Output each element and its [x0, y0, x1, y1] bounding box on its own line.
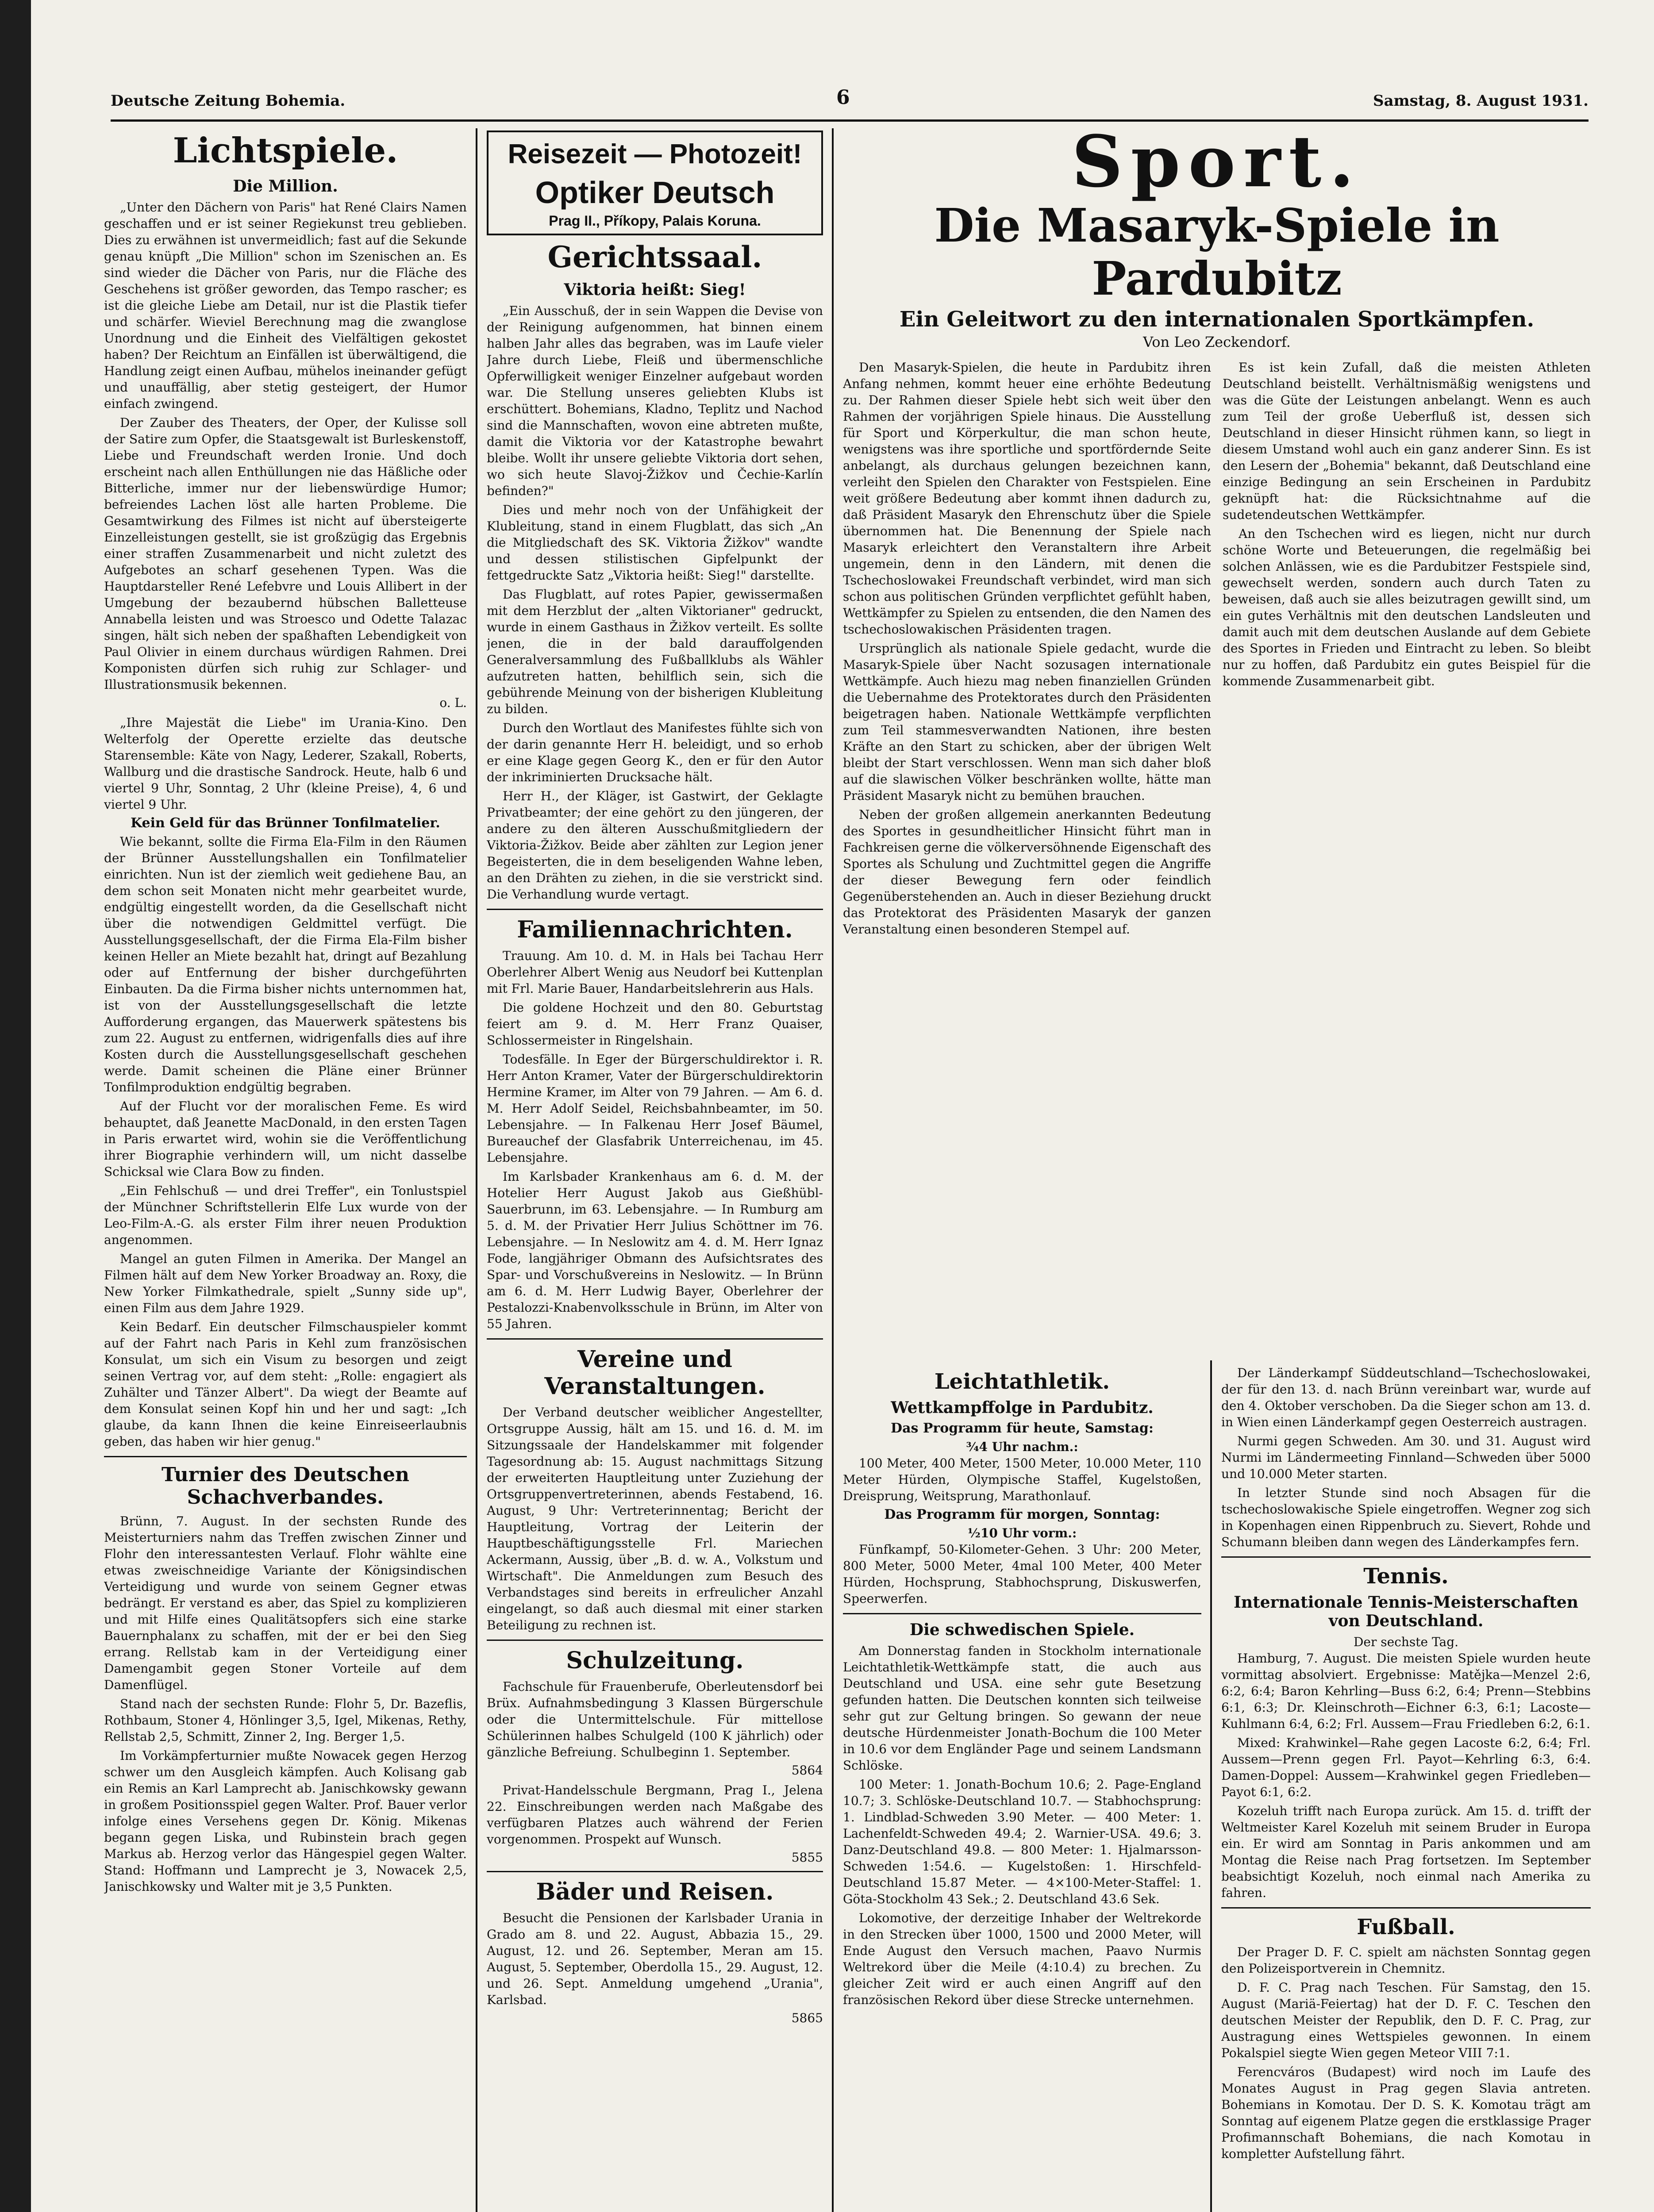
article-paragraph: Der Prager D. F. C. spielt am nächsten Sonntag gegen den Polizeisportverein in Chemnitz. — [1221, 1945, 1591, 1976]
ad-code: 5855 — [791, 1850, 823, 1865]
section-title-baeder: Bäder und Reisen. — [536, 1878, 774, 1905]
section-rule — [487, 1640, 823, 1641]
article-paragraph: Mangel an guten Filmen in Amerika. Der Mangel an Filmen hält auf dem New Yorker Broadway an. Roxy, die New Yorker Filmkathedrale, spielt „Sunny side up", einen Film aus dem Jahre 1929. — [104, 1252, 467, 1315]
article-paragraph: Hamburg, 7. August. Die meisten Spiele wurden heute vormittag absolviert. Ergebnisse: Matějka—Menzel 2:6, 6:2, 6:4; Baron Kehrling—Buss 6:2, 6:4; Prenn—Stebbins 6:1, 6:3; Dr. Kleinschroth—Eichner 6:3, 6:1; Lacoste—Kuhlmann 6:4, 6:2; Frl. Aussem—Frau Friedleben 6:2, 6:1. — [1221, 1651, 1591, 1731]
article-paragraph: Die goldene Hochzeit und den 80. Geburtstag feiert am 9. d. M. Herr Franz Quaiser, Schlossermeister in Ringelshain. — [487, 1000, 823, 1048]
article-paragraph: Mixed: Krahwinkel—Rahe gegen Lacoste 6:2, 6:4; Frl. Aussem—Prenn gegen Frl. Payot—Kehrling 6:3, 6:4. Damen-Doppel: Aussem—Krahwinkel gegen Friedleben—Payot 6:1, 6:2. — [1221, 1736, 1591, 1799]
article-title: Viktoria heißt: Sieg! — [564, 280, 746, 299]
column-leichtathletik — [843, 1365, 1201, 2212]
section-rule — [843, 1613, 1201, 1614]
article-paragraph: Todesfälle. In Eger der Bürgerschuldirektor i. R. Herr Anton Kramer, Vater der Bürgerschuldirektorin Hermine Kramer, im Alter von 79 Jahren. — Am 6. d. M. Herr Adolf Seidel, Reichsbahnbeamter, im 50. Lebensjahre. — In Falkenau Herr Josef Bäumel, Bureauchef der Glasfabrik Unterreichenau, im 45. Lebensjahre. — [487, 1052, 823, 1165]
program-title: Wettkampffolge in Pardubitz. — [891, 1398, 1154, 1417]
ad-code: 5865 — [791, 2011, 823, 2025]
section-rule — [1221, 1556, 1591, 1558]
column-gerichtssaal — [487, 131, 823, 2212]
ad-code: 5864 — [791, 1763, 823, 1778]
program-saturday-time: ¾4 Uhr nachm.: — [966, 1440, 1078, 1454]
article-paragraph: D. F. C. Prag nach Teschen. Für Samstag, den 15. August (Mariä-Feiertag) hat der D. F. C. Teschen den deutschen Meister der Republik, den D. F. C. Prag, zur Austragung eines Wettspieles gewonnen. In einem Pokalspiel siegte Wien gegen Meteor VIII 7:1. — [1221, 1980, 1591, 2060]
article-paragraph: Dies und mehr noch von der Unfähigkeit der Klubleitung, stand in einem Flugblatt, das sich „An die Mitgliedschaft des SK. Viktoria Žižkov" wandte und dessen stilistischen Gipfelpunkt der fettgedruckte Satz „Viktoria heißt: Sieg!" darstellte. — [487, 503, 823, 583]
header-date: Samstag, 8. August 1931. — [1373, 92, 1589, 110]
article-paragraph: Privat-Handelsschule Bergmann, Prag I., Jelena 22. Einschreibungen werden nach Maßgabe des verfügbaren Platzes auch während der Ferien vorgenommen. Prospekt auf Wunsch. — [487, 1783, 823, 1847]
article-paragraph: Der Verband deutscher weiblicher Angestellter, Ortsgruppe Aussig, hält am 15. und 16. d. M. im Sitzungssaale der Handelskammer mit folgender Tagesordnung ab: 15. August nachmittags Sitzung der erweiterten Hauptleitung unter Zuziehung der Ortsgruppenvertreterinnen, abends Festabend, 16. August, 9 Uhr: Vertreterinnentag; Bericht der Hauptleitung, Vortrag der Leiterin der Hauptbeschäftigungsstelle Frl. Mariechen Ackermann, Aussig, über „B. d. w. A., Volkstum und Wirtschaft". Die Anmeldungen zum Besuch des Verbandstages sind bereits in erfreulicher Anzahl eingelangt, so daß auch diesmal mit einer starken Beteiligung zu rechnen ist. — [487, 1405, 823, 1632]
section-title-leichtathletik: Leichtathletik. — [934, 1369, 1110, 1394]
section-title-familie: Familiennachrichten. — [517, 916, 793, 943]
optiker-advertisement — [487, 131, 823, 235]
column-divider — [476, 128, 477, 2212]
ad-address: Prag II., Příkopy, Palais Koruna. — [549, 213, 761, 229]
column-sport-news — [1221, 1365, 1591, 2212]
article-paragraph: In letzter Stunde sind noch Absagen für die tschechoslowakische Spiele eingetroffen. Wegner zog sich in Kopenhagen einen Rippenbruch zu. Sievert, Rohde und Schumann bleiben dann wegen des Länderkampfes fern. — [1221, 1486, 1591, 1549]
article-paragraph: „Ein Ausschuß, der in sein Wappen die Devise von der Reinigung aufgenommen, hat binnen einem halben Jahr alles das begraben, was im Laufe vieler Jahre durch Liebe, Fleiß und übermenschliche Opferwilligkeit weniger Einzelner aufgebaut worden war. Die Stellung unseres geliebten Klubs ist erschüttert. Bohemians, Kladno, Teplitz und Nachod sind die Mannschaften, wovon eine abtreten mußte, damit die Viktoria vor der Katastrophe bewahrt bleibe. Wollt ihr unsere geliebte Viktoria dort sehen, wo sich heute Slavoj-Žižkov und Čechie-Karlín befinden?" — [487, 303, 823, 498]
article-paragraph: Lokomotive, der derzeitige Inhaber der Weltrekorde in den Strecken über 1000, 1500 und 2000 Meter, will Ende August den Versuch machen, Paavo Nurmis Weltrekord über die Meile (4:10.4) zu brechen. Zu gleicher Zeit wird er auch einen Angriff auf den französischen Rekord über diese Strecke unternehmen. — [843, 1911, 1201, 2007]
section-rule — [104, 1456, 467, 1457]
column-divider — [1210, 1360, 1212, 2212]
program-saturday-heading: Das Programm für heute, Samstag: — [891, 1421, 1154, 1436]
section-title-fussball: Fußball. — [1357, 1915, 1455, 1939]
section-rule — [1221, 1907, 1591, 1909]
article-paragraph: Das Flugblatt, auf rotes Papier, gewissermaßen mit dem Herzblut der „alten Viktorianer" gedruckt, wurde in einem Gasthaus in Žižkov verteilt. Es sollte jenen, die in der bald darauffolgenden Generalversammlung des Fußballklubs als Wähler aufzutreten hatten, behilflich sein, sich die gebührende Meinung von der bisherigen Klubleitung zu bilden. — [487, 587, 823, 716]
article-title: Internationale Tennis-Meisterschaften von Deutschland. — [1234, 1593, 1578, 1630]
sport-article-right — [1223, 359, 1591, 940]
article-paragraph: Kein Bedarf. Ein deutscher Filmschauspieler kommt auf der Fahrt nach Paris in Kehl zum französischen Konsulat, um sich ein Visum zu besorgen und zeigt seinen Vertrag vor, auf dem steht: „Rolle: engagiert als Zuhälter und Tänzer Albert". Da wiegt der Beamte auf dem Konsulat seinen Kopf hin und her und sagt: „Ich glaube, da kann Ihnen die keine Einreiseerlaubnis geben, das haben wir hier genug." — [104, 1320, 467, 1449]
article-signature: o. L. — [439, 695, 467, 710]
article-paragraph: „Unter den Dächern von Paris" hat René Clairs Namen geschaffen und er ist seiner Regiekunst treu geblieben. Dies zu erwähnen ist unvermeidlich; fast auf die Sekunde genau knüpft „Die Million" schon im Szenischen an. Es sind wieder die Dächer von Paris, nur die Fläche des Geschehens ist größer geworden, das Tempo rascher; es ist die gleiche Liebe am Detail, nur ist die Plastik tiefer und schärfer. Wieviel Berechnung mag die zwanglose Unordnung und die Einheit des Vielfältigen gekostet haben? Der Reichtum an Einfällen ist überwältigend, die Handlung zeigt einen Aufbau, mühelos ineinander gefügt und unauffällig, aber stetig gesteigert, der Humor einfach zwingend. — [104, 200, 467, 411]
article-paragraph: Der Länderkampf Süddeutschland—Tschechoslowakei, der für den 13. d. nach Brünn vereinbart war, wurde auf den 4. Oktober verschoben. Da die Sieger schon am 13. d. in Wien einen Länderkampf gegen Oesterreich austragen. — [1221, 1366, 1591, 1429]
column-lichtspiele — [104, 131, 467, 2212]
sport-headline: Die Masaryk-Spiele in Pardubitz — [934, 198, 1500, 306]
article-paragraph: Der Zauber des Theaters, der Oper, der Kulisse soll der Satire zum Opfer, die Staatsgewalt ist Burleskenstoff, Liebe und Freundschaft werden Ironie. Und doch erscheint nach allen Enthüllungen nie das Häßliche oder Bitterliche, immer nur der liebenswürdige Humor; befreiendes Lachen löst alle harten Probleme. Die Gesamtwirkung des Filmes ist nicht auf übersteigerte Einzelleistungen gestellt, sie ist großzügig das Ergebnis einer straffen Zusammenarbeit und nicht zuletzt des Aufgebotes an scharf gesehenen Typen. Was die Hauptdarsteller René Lefebvre und Louis Allibert in der Umgebung der bezaubernd hübschen Balletteuse Annabella leisten und was Stroesco und Odette Talazac singen, hält sich neben der spaßhaften Lebendigkeit von Paul Olivier in einem durchaus würdigen Rahmen. Drei Komponisten dürfen sich ruhig zur Schlager- und Illustrationsmusik bekennen. — [104, 415, 467, 692]
section-title-schach: Turnier des Deutschen Schachverbandes. — [162, 1463, 409, 1509]
article-paragraph: Ferencváros (Budapest) wird noch im Laufe des Monates August in Prag gegen Slavia antreten. Bohemians in Komotau. Der D. S. K. Komotau trägt am Sonntag auf eigenem Platze gegen die erstklassige Prager Profimannschaft Bohemians, die nach Komotau in kompletter Aufstellung fährt. — [1221, 2065, 1591, 2161]
section-title-schulzeitung: Schulzeitung. — [566, 1647, 744, 1674]
sport-byline: Von Leo Zeckendorf. — [1143, 334, 1291, 350]
column-divider — [832, 128, 834, 2212]
sport-article-left — [843, 359, 1211, 940]
section-title-gerichtssaal: Gerichtssaal. — [547, 240, 762, 274]
article-title: Die schwedischen Spiele. — [909, 1621, 1135, 1639]
program-saturday-events: 100 Meter, 400 Meter, 1500 Meter, 10.000 Meter, 110 Meter Hürden, Olympische Staffel, Kugelstoßen, Dreisprung, Weitsprung, Marathonlauf. — [843, 1456, 1201, 1503]
article-paragraph: Am Donnerstag fanden in Stockholm internationale Leichtathletik-Wettkämpfe statt, die auch aus Deutschland und USA. eine sehr gute Besetzung gefunden hatten. Die Deutschen konnten sich teilweise sehr gut zur Geltung bringen. So gewann der neue deutsche Hürdenmeister Jonath-Bochum die 100 Meter in 10.6 vor dem Engländer Page und seinem Landsmann Schlöske. — [843, 1644, 1201, 1773]
newspaper-page — [31, 0, 1654, 2212]
article-paragraph: Nurmi gegen Schweden. Am 30. und 31. August wird Nurmi im Ländermeeting Finnland—Schweden über 5000 und 10.000 Meter starten. — [1221, 1434, 1591, 1481]
article-paragraph: Ursprünglich als nationale Spiele gedacht, wurde die Masaryk-Spiele über Nacht sozusagen internationale Wettkämpfe. Auch hiezu mag neben finanziellen Gründen die Uebernahme des Protektorates durch den Präsidenten beigetragen haben. Nationale Wettkämpfe verpflichten zum Teil stammesverwandten Nationen, ihre besten Kräfte an den Start zu schicken, aber der übrigen Welt bleibt der Start verschlossen. Wenn man sich daher bloß auf die slawischen Völker beschränken wollte, hätte man Präsident Masaryk nicht zu bemühen brauchen. — [843, 641, 1211, 803]
article-paragraph: Wie bekannt, sollte die Firma Ela-Film in den Räumen der Brünner Ausstellungshallen ein Tonfilmatelier einrichten. Nun ist der ziemlich weit gediehene Bau, an dem schon seit Monaten nicht mehr gearbeitet wurde, endgültig eingestellt worden, da die Gesellschaft nicht über die notwendigen Geldmittel verfügt. Die Ausstellungsgesellschaft, der die Firma Ela-Film bisher keinen Heller an Miete bezahlt hat, dringt auf Bezahlung oder auf Entfernung der bisher durchgeführten Einbauten. Da die Firma bisher nichts unternommen hat, ist von der Ausstellungsgesellschaft die letzte Aufforderung ergangen, das Mauerwerk spätestens bis zum 22. August zu entfernen, widrigenfalls dies auf ihre Kosten durch die Ausstellungsgesellschaft geschehen werde. Damit scheinen die Pläne einer Brünner Tonfilmproduktion endgültig begraben. — [104, 834, 467, 1094]
article-paragraph: Herr H., der Kläger, ist Gastwirt, der Geklagte Privatbeamter; der eine gehört zu den jüngeren, der andere zu den älteren Ausschußmitgliedern der Viktoria-Žižkov. Beide aber zählten zur Legion jener Begeisterten, die in dem beseligenden Wahne leben, an den Drähten zu ziehen, in die sie verstrickt sind. Die Verhandlung wurde vertagt. — [487, 789, 823, 902]
article-paragraph: Trauung. Am 10. d. M. in Hals bei Tachau Herr Oberlehrer Albert Wenig aus Neudorf bei Kuttenplan mit Frl. Marie Bauer, Handarbeitslehrerin aus Hals. — [487, 949, 823, 996]
page-header — [111, 84, 1589, 115]
ad-company: Optiker Deutsch — [535, 175, 775, 210]
header-page-number: 6 — [836, 86, 850, 109]
article-paragraph: Neben der großen allgemein anerkannten Bedeutung des Sportes in gesundheitlicher Hinsicht führt man in Fachkreisen gerne die völkerversöhnende Eigenschaft des Sportes als Schulung und Zuchtmittel gegen die Angriffe der dieser Bewegung fern oder feindlich Gegenüberstehenden an. Auch in dieser Beziehung druckt das Protektorat des Präsidenten Masaryk der ganzen Veranstaltung einen besonderen Stempel auf. — [843, 807, 1211, 937]
sport-subheadline: Ein Geleitwort zu den internationalen Sportkämpfen. — [899, 307, 1535, 332]
ad-slogan: Reisezeit — Photozeit! — [508, 139, 802, 169]
results-list: 100 Meter: 1. Jonath-Bochum 10.6; 2. Page-England 10.7; 3. Schlöske-Deutschland 10.7. — Stabhochsprung: 1. Lindblad-Schweden 3.90 Meter. — 400 Meter: 1. Lachenfeldt-Schweden 49.4; 2. Warnier-USA. 49.6; 3. Danz-Deutschland 49.8. — 800 Meter: 1. Hjalmarsson-Schweden 1:54.6. — Kugelstoßen: 1. Hirschfeld-Deutschland 15.87 Meter. — 4×100-Meter-Staffel: 1. Göta-Stockholm 43 Sek.; 2. Deutschland 43.6 Sek. — [843, 1777, 1201, 1906]
section-rule — [487, 1338, 823, 1340]
program-sunday-events: Fünfkampf, 50-Kilometer-Gehen. 3 Uhr: 200 Meter, 800 Meter, 5000 Meter, 4mal 100 Meter, 400 Meter Hürden, Hochsprung, Stabhochsprung, Diskuswerfen, Speerwerfen. — [843, 1542, 1201, 1606]
sport-masthead: Sport. — [1071, 124, 1362, 203]
article-paragraph: Kozeluh trifft nach Europa zurück. Am 15. d. trifft der Weltmeister Karel Kozeluh mit seinem Bruder in Europa ein. Er wird am Sonntag in Paris ankommen und am Montag die Reise nach Prag fortsetzen. Im September beabsichtigt Kozeluh, noch einmal nach Amerika zu fahren. — [1221, 1804, 1591, 1900]
header-rule — [111, 119, 1589, 122]
sport-section — [843, 124, 1591, 1358]
article-paragraph: Stand nach der sechsten Runde: Flohr 5, Dr. Bazeflis, Rothbaum, Stoner 4, Hönlinger 3,5, Igel, Mikenas, Rethy, Rellstab 2,5, Schmitt, Zinner 2, Ing. Berger 1,5. — [104, 1697, 467, 1744]
header-paper-name: Deutsche Zeitung Bohemia. — [111, 92, 346, 110]
article-paragraph: Den Masaryk-Spielen, die heute in Pardubitz ihren Anfang nehmen, kommt heuer eine erhöhte Bedeutung zu. Der Rahmen dieser Spiele hebt sich weit über den Rahmen der vorjährigen Spiele hinaus. Die Ausstellung für Sport und Körperkultur, die man schon heute, wenigstens was ihre sportliche und sportfördernde Seite anbelangt, als durchaus gelungen bezeichnen kann, verleiht den Spielen den Charakter von Festspielen. Eine weit größere Bedeutung aber kommt ihnen dadurch zu, daß Präsident Masaryk den Ehrenschutz über die Spiele übernommen hat. Die Benennung der Spiele nach Masaryk erleichtert den Veranstaltern ihre Arbeit ungemein, denn in den Ländern, mit denen die Tschechoslowakei Freundschaft verbindet, wird man sich schon aus politischen Gründen verpflichtet gefühlt haben, Wettkämpfer zu Spielen zu entsenden, die den Namen des tschechoslowakischen Präsidenten tragen. — [843, 360, 1211, 637]
article-paragraph: „Ein Fehlschuß — und drei Treffer", ein Tonlustspiel der Münchner Schriftstellerin Elfe Lux wurde von der Leo-Film-A.-G. als erster Film ihrer neuen Produktion angenommen. — [104, 1183, 467, 1247]
section-title-lichtspiele: Lichtspiele. — [173, 131, 398, 171]
section-title-tennis: Tennis. — [1363, 1564, 1449, 1589]
program-sunday-heading: Das Programm für morgen, Sonntag: — [884, 1507, 1160, 1522]
sport-article-columns — [843, 359, 1591, 940]
article-title: Die Million. — [233, 177, 338, 196]
article-paragraph: An den Tschechen wird es liegen, nicht nur durch schöne Worte und Beteuerungen, die regelmäßig bei solchen Anlässen, wie es die Pardubitzer Festspiele sind, gewechselt werden, sondern auch durch Taten zu beweisen, daß auch sie alles beizutragen gewillt sind, um ein gutes Verhältnis mit den deutschen Landsleuten und damit auch mit dem deutschen Auslande auf dem Gebiete des Sportes in Frieden und Eintracht zu leben. So bleibt nur zu hoffen, daß Pardubitz ein gutes Beispiel für die kommende Zusammenarbeit gibt. — [1223, 526, 1591, 688]
article-paragraph: „Ihre Majestät die Liebe" im Urania-Kino. Den Welterfolg der Operette erzielte das deutsche Starensemble: Käte von Nagy, Lederer, Szakall, Roberts, Wallburg und die drastische Sandrock. Heute, halb 6 und viertel 9 Uhr, Sonntag, 2 Uhr (kleine Preise), 4, 6 und viertel 9 Uhr. — [104, 715, 467, 812]
article-paragraph: Es ist kein Zufall, daß die meisten Athleten Deutschland beistellt. Verhältnismäßig wenigstens und was die Güte der Leistungen anbelangt. Wenn es auch zum Teil der große Ueberfluß ist, dessen sich Deutschland in dieser Hinsicht rühmen kann, so liegt in diesem Umstand wohl auch ein ganz anderer Sinn. Es ist den Lesern der „Bohemia" bekannt, daß Deutschland eine einzige Bedingung an sein Erscheinen in Pardubitz geknüpft hat: die Rücksichtnahme auf die sudetendeutschen Wettkämpfer. — [1223, 360, 1591, 522]
article-paragraph: Brünn, 7. August. In der sechsten Runde des Meisterturniers nahm das Treffen zwischen Zinner und Flohr den interessantesten Verlauf. Flohr wählte eine etwas zweischneidige Variante der Königsindischen Verteidigung und wurde von seinem Gegner etwas bedrängt. Er verstand es aber, das Spiel zu komplizieren und mit Hilfe eines Qualitätsopfers sich eine starke Bauernphalanx zu schaffen, mit der er bei den Sieg errang. Rellstab kam in der Verteidigung einer Damengambit gegen Stoner Vorteile auf dem Damenflügel. — [104, 1514, 467, 1692]
article-title: Kein Geld für das Brünner Tonfilmatelier. — [131, 815, 440, 831]
article-paragraph: Durch den Wortlaut des Manifestes fühlte sich von der darin genannte Herr H. beleidigt, und so erhob er eine Klage gegen Georg K., den er für den Autor der inkriminierten Drucksache hält. — [487, 721, 823, 784]
section-title-vereine: Vereine und Veranstaltungen. — [544, 1346, 765, 1400]
article-paragraph: Besucht die Pensionen der Karlsbader Urania in Grado am 8. und 22. August, Abbazia 15., 29. August, 12. und 26. September, Meran am 15. August, 5. September, Oberdolla 15., 29. August, 12. und 26. Sept. Anmeldung umgehend „Urania", Karlsbad. — [487, 1911, 823, 2007]
section-rule — [487, 909, 823, 910]
article-paragraph: Im Karlsbader Krankenhaus am 6. d. M. der Hotelier Herr August Jakob aus Gießhübl-Sauerbrunn, im 63. Lebensjahre. — In Rumburg am 5. d. M. der Privatier Herr Julius Schöttner im 76. Lebensjahre. — In Neslowitz am 4. d. M. Herr Ignaz Fode, langjähriger Obmann des Aufsichtsrates des Spar- und Vorschußvereins in Neslowitz. — In Brünn am 6. d. M. Herr Ludwig Bayer, Oberlehrer der Pestalozzi-Knabenvolksschule in Brünn, im Alter von 55 Jahren. — [487, 1169, 823, 1331]
article-paragraph: Auf der Flucht vor der moralischen Feme. Es wird behauptet, daß Jeanette MacDonald, in den ersten Tagen in Paris erwartet wird, wohin sie die Veröffentlichung ihrer Biographie verhindern will, um nicht dasselbe Schicksal wie Clara Bow zu finden. — [104, 1099, 467, 1179]
article-paragraph: Im Vorkämpferturnier mußte Nowacek gegen Herzog schwer um den Ausgleich kämpfen. Auch Kolisang gab ein Remis an Karl Lamprecht ab. Janischkowsky gewann in großem Positionsspiel gegen Walter. Prof. Bauer verlor infolge eines Versehens gegen Dr. König. Mikenas begann gegen Liska, und Rubinstein brach gegen Markus ab. Herzog verlor das Hängespiel gegen Walter. Stand: Hoffmann und Lamprecht je 3, Nowacek 2,5, Janischkowsky und Walter mit je 3,5 Punkten. — [104, 1748, 467, 1894]
section-rule — [487, 1871, 823, 1872]
article-paragraph: Fachschule für Frauenberufe, Oberleutensdorf bei Brüx. Aufnahmsbedingung 3 Klassen Bürgerschule oder die Untermittelschule. Für mittellose Schülerinnen halbes Schulgeld (100 K jährlich) oder gänzliche Befreiung. Schulbeginn 1. September. — [487, 1679, 823, 1759]
article-subtitle: Der sechste Tag. — [1353, 1635, 1459, 1649]
program-sunday-time: ½10 Uhr vorm.: — [967, 1526, 1077, 1540]
scan-edge — [0, 0, 31, 2212]
